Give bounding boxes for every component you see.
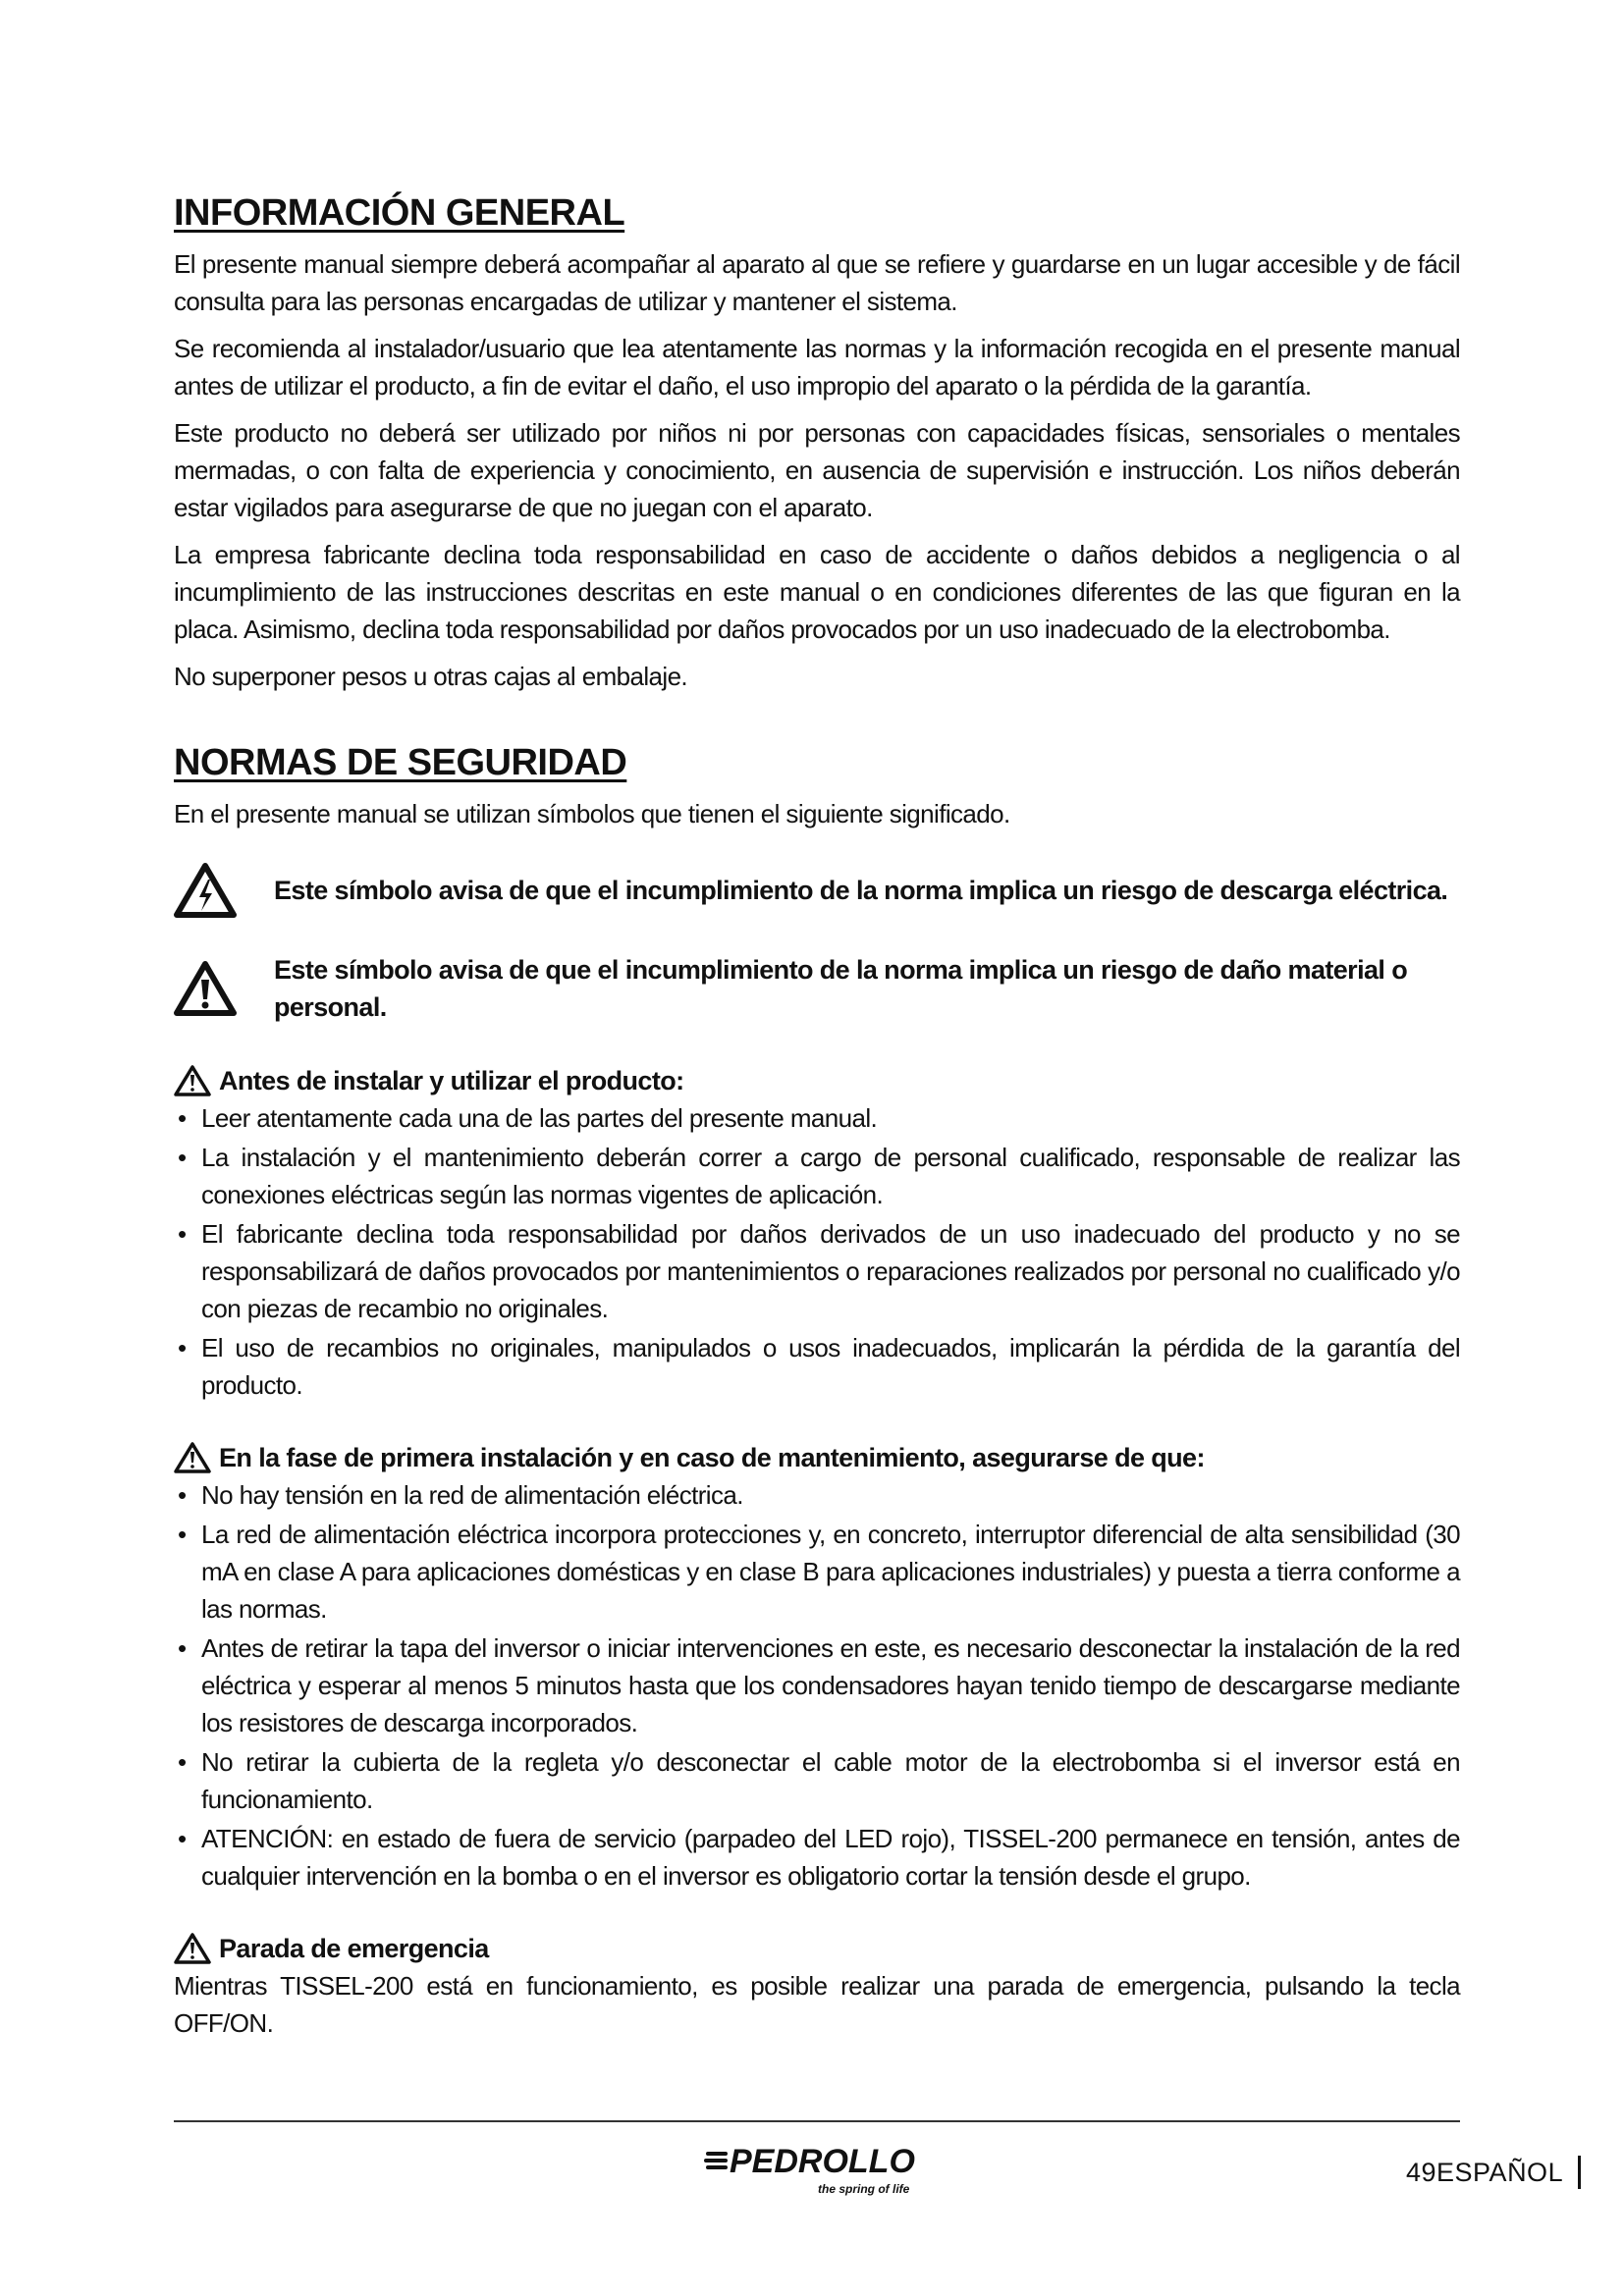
emergency-text: Mientras TISSEL-200 está en funcionamiento, es posible realizar una parada de emergencia, pulsando la tecla OFF/ON. [174,1971,1460,2038]
list-item: • ATENCIÓN: en estado de fuera de servicio (parpadeo del LED rojo), TISSEL-200 permanece en tensión, antes de cualquier intervención en la bomba o en el inversor es obligatorio cortar la tensión desde el grupo. [174,1820,1460,1895]
logo-wordmark: PEDROLLO [730,2143,915,2180]
document-body [174,188,1460,2052]
symbol-row-electric [174,852,1460,929]
emergency-heading-text: Parada de emergencia [219,1934,489,1963]
general-warning-icon [174,960,237,1017]
first-install-heading-text: En la fase de primera instalación y en caso de mantenimiento, asegurarse de que: [219,1443,1205,1472]
general-info-paragraph: Este producto no deberá ser utilizado por niños ni por personas con capacidades físicas, sensoriales o mentales mermadas, o con falta de experiencia y conocimiento, en ausencia de supervisión e instrucción. Los niños deberán estar vigilados para asegurarse de que no juegan con el aparato. [174,418,1460,522]
list-item: • No hay tensión en la red de alimentación eléctrica. [174,1476,1460,1514]
logo-tagline: the spring of life [818,2182,910,2196]
general-info-title: INFORMACIÓN GENERAL [174,192,625,234]
before-install-heading-text: Antes de instalar y utilizar el producto: [219,1066,684,1095]
general-info-paragraph: Se recomienda al instalador/usuario que lea atentamente las normas y la información recogida en el presente manual antes de utilizar el producto, a fin de evitar el daño, el uso impropio del aparato o la pérdida de la garantía. [174,334,1460,400]
general-info-paragraph: No superponer pesos u otras cajas al embalaje. [174,662,688,691]
general-info-paragraph: La empresa fabricante declina toda responsabilidad en caso de accidente o daños debidos a negligencia o al incumplimiento de las instrucciones descritas en este manual o en condiciones diferentes de las que figuran en la placa. Asimismo, declina toda responsabilidad por daños provocados por un uso inadecuado de la electrobomba. [174,540,1460,644]
warning-icon [174,1933,211,1964]
emergency-heading [174,1930,1460,1967]
first-install-list [174,1476,1460,1895]
before-install-list [174,1099,1460,1404]
pedrollo-logo [702,2132,928,2201]
pedrollo-logo-icon [702,2132,928,2201]
symbol-warning-text: Este símbolo avisa de que el incumplimiento de la norma implica un riesgo de daño material o personal. [274,955,1408,1022]
list-item: • No retirar la cubierta de la regleta y/o desconectar el cable motor de la electrobomba si el inversor está en funcionamiento. [174,1743,1460,1818]
warning-icon [174,1442,211,1473]
list-item: • La instalación y el mantenimiento deberán correr a cargo de personal cualificado, responsable de realizar las conexiones eléctricas según las normas vigentes de aplicación. [174,1139,1460,1213]
footer-divider [174,2120,1460,2122]
safety-title: NORMAS DE SEGURIDAD [174,742,627,783]
page-number: 49ESPAÑOL [1406,2158,1564,2187]
list-item: • El fabricante declina toda responsabilidad por daños derivados de un uso inadecuado del producto y no se responsabilizará de daños provocados por mantenimientos o reparaciones realizados por personal no cualificado y/o con piezas de recambio no originales. [174,1215,1460,1327]
list-item: • La red de alimentación eléctrica incorpora protecciones y, en concreto, interruptor diferencial de alta sensibilidad (30 mA en clase A para aplicaciones domésticas y en clase B para aplicaciones industriales) y puesta a tierra conforme a las normas. [174,1516,1460,1628]
first-install-heading [174,1439,1460,1476]
warning-icon [174,1065,211,1096]
list-item: • Leer atentamente cada una de las partes del presente manual. [174,1099,1460,1137]
symbol-electric-text: Este símbolo avisa de que el incumplimiento de la norma implica un riesgo de descarga eléctrica. [274,876,1448,905]
page-marker-bar [1578,2156,1581,2189]
symbol-row-warning [174,950,1460,1027]
list-item: • El uso de recambios no originales, manipulados o usos inadecuados, implicarán la pérdida de la garantía del producto. [174,1329,1460,1404]
list-item: • Antes de retirar la tapa del inversor o iniciar intervenciones en este, es necesario desconectar la instalación de la red eléctrica y esperar al menos 5 minutos hasta que los condensadores hayan tenido tiempo de descargarse mediante los resistores de descarga incorporados. [174,1629,1460,1741]
safety-intro: En el presente manual se utilizan símbolos que tienen el siguiente significado. [174,799,1010,828]
electric-hazard-icon [174,862,237,919]
general-info-paragraph: El presente manual siempre deberá acompañar al aparato al que se refiere y guardarse en un lugar accesible y de fácil consulta para las personas encargadas de utilizar y mantener el sistema. [174,249,1460,316]
before-install-heading [174,1062,1460,1099]
